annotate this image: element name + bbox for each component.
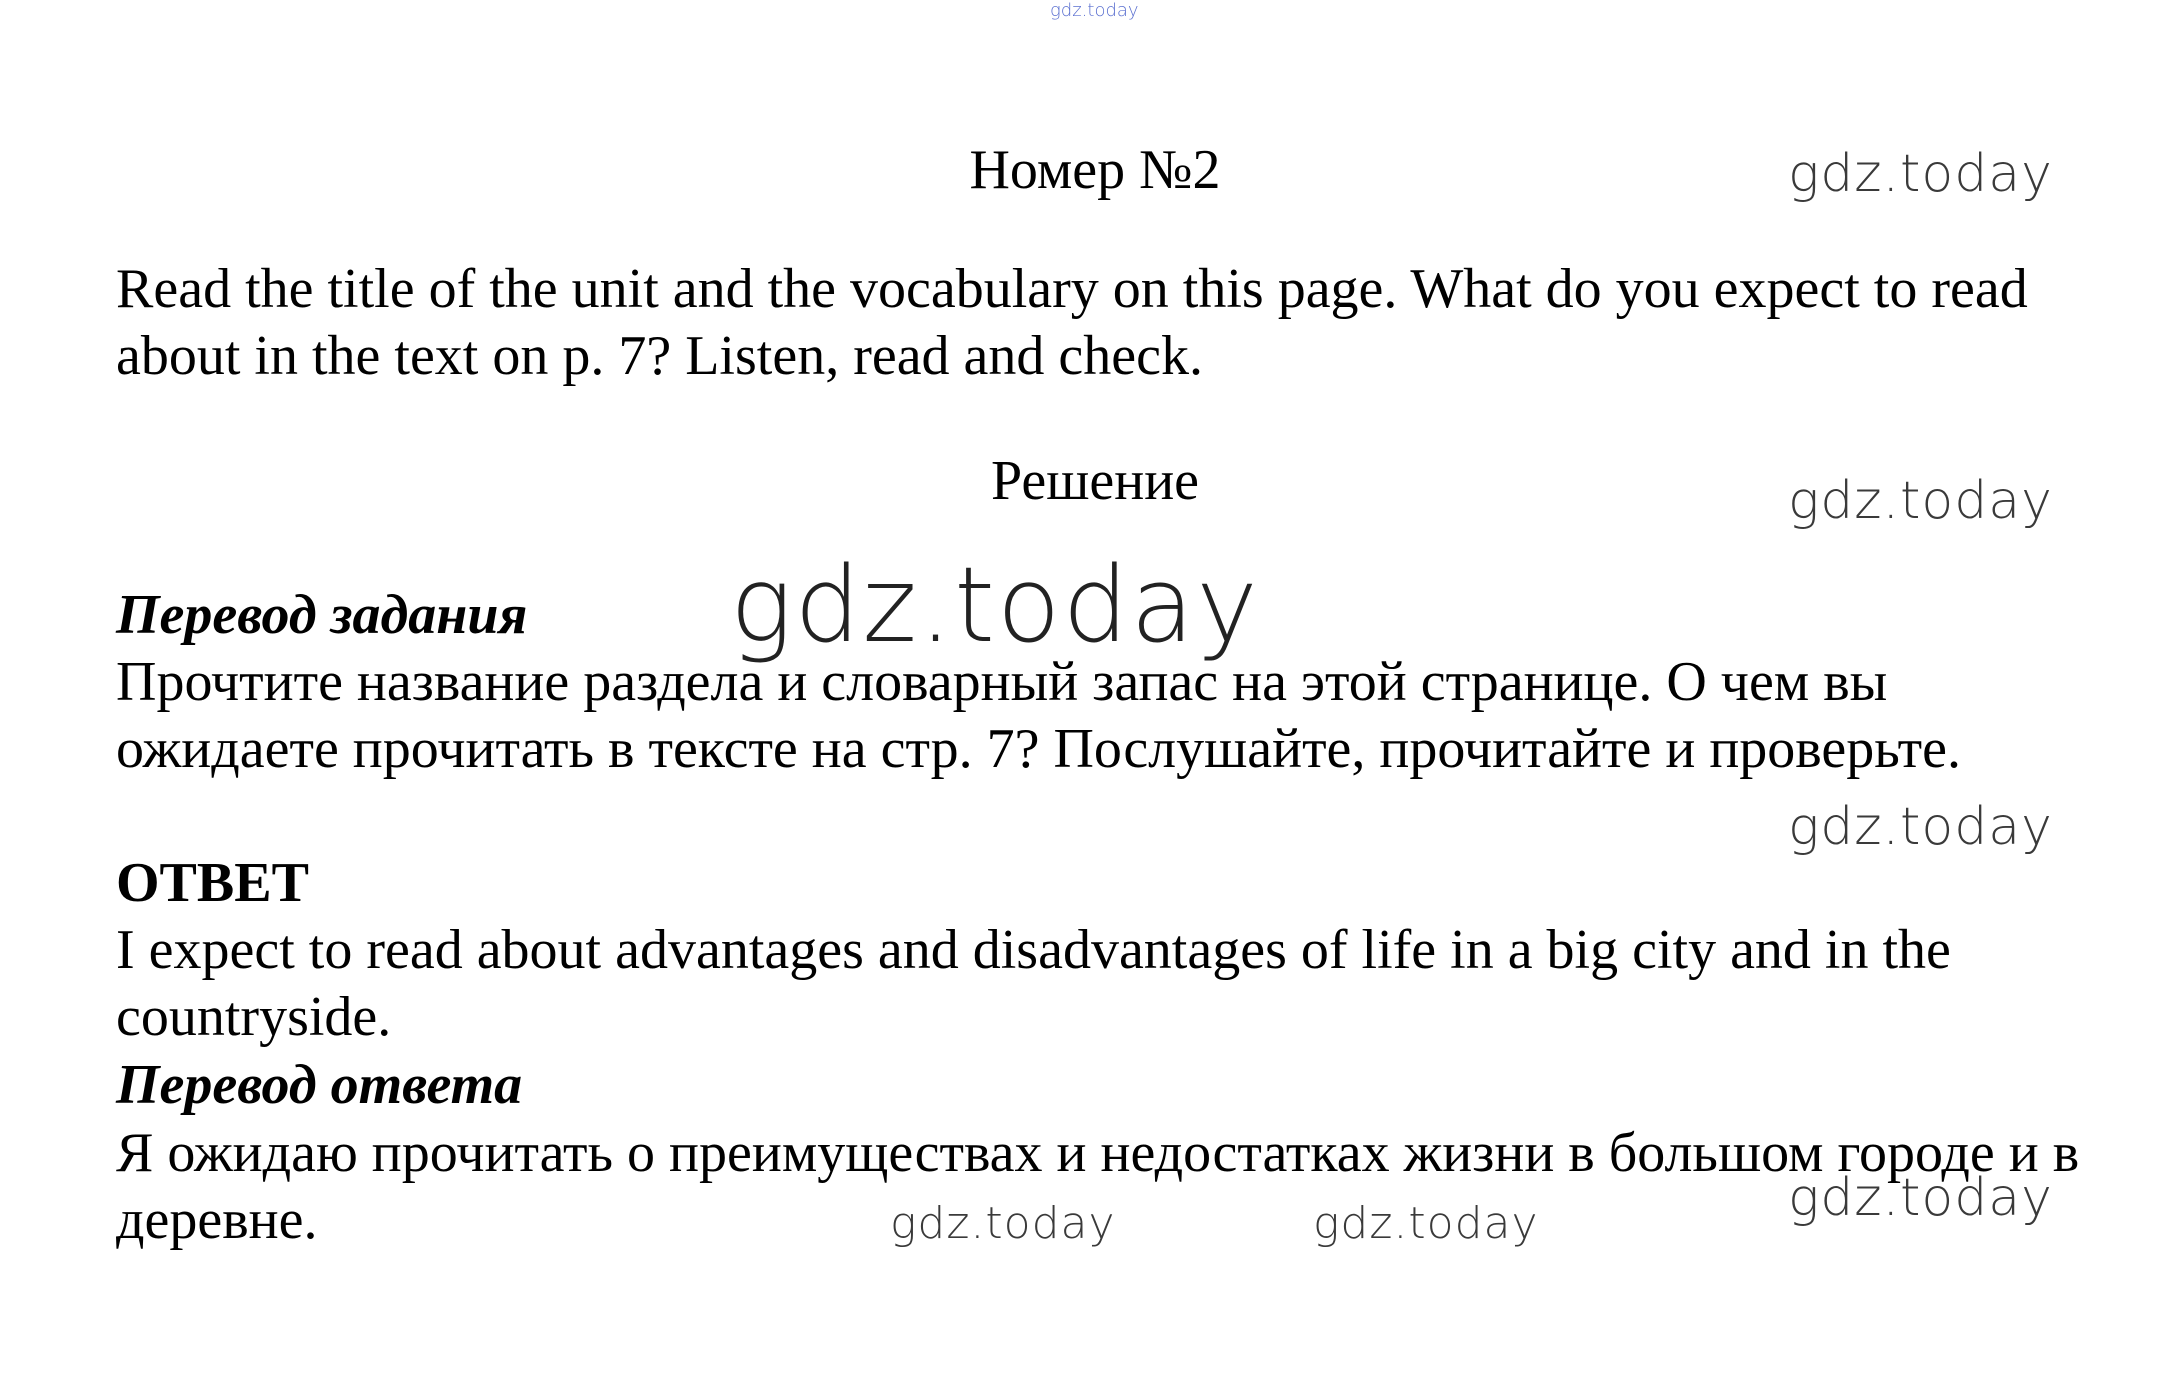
watermark-top: gdz.today bbox=[1050, 0, 1139, 21]
exercise-number-title: Номер №2 bbox=[969, 139, 1221, 201]
watermark-right: gdz.today bbox=[1788, 471, 2053, 531]
watermark-right: gdz.today bbox=[1788, 144, 2053, 204]
answer-translation-text: Я ожидаю прочитать о преимуществах и недостатках жизни в большом городе и в деревне. bbox=[116, 1122, 2080, 1251]
answer-translation-heading: Перевод ответа bbox=[116, 1054, 523, 1116]
answer-text: I expect to read about advantages and disadvantages of life in a big city and in the countryside. bbox=[116, 919, 1951, 1048]
watermark-bottom: gdz.today bbox=[1313, 1198, 1539, 1249]
watermark-bottom: gdz.today bbox=[890, 1198, 1116, 1249]
answer-heading: ОТВЕТ bbox=[116, 852, 309, 914]
task-translation-text: Прочтите название раздела и словарный запас на этой странице. О чем вы ожидаете прочитать в тексте на стр. 7? Послушайте, прочитайте и проверьте. bbox=[116, 651, 1961, 780]
task-text: Read the title of the unit and the vocabulary on this page. What do you expect to read about in the text on p. 7? Listen, read and check. bbox=[116, 258, 2028, 387]
solution-title: Решение bbox=[990, 450, 1200, 512]
watermark-center-large: gdz.today bbox=[730, 544, 1260, 666]
watermark-right: gdz.today bbox=[1788, 1168, 2053, 1228]
watermark-right: gdz.today bbox=[1788, 797, 2053, 857]
task-translation-heading: Перевод задания bbox=[116, 584, 528, 646]
